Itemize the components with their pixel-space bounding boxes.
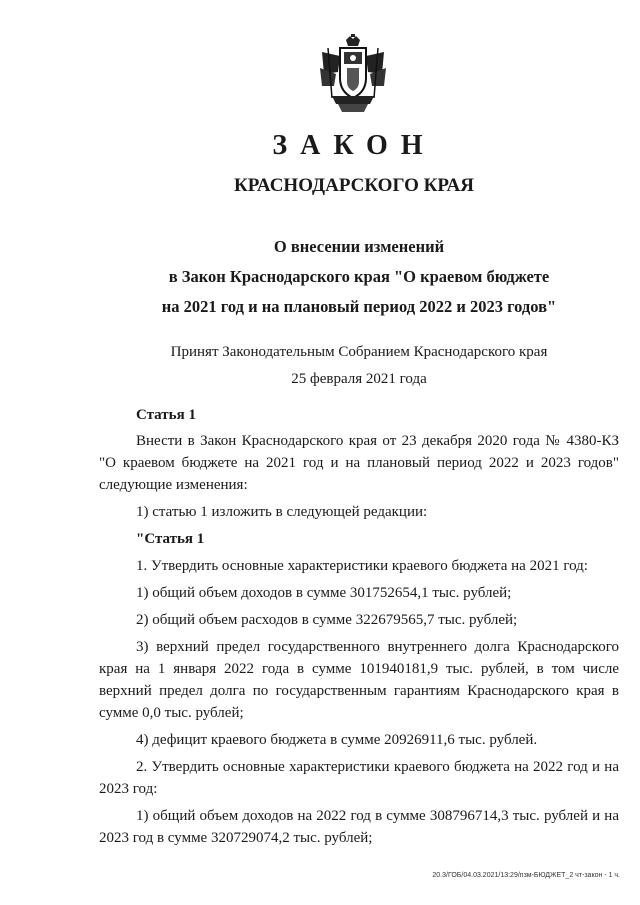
subject-line: О внесении изменений: [273, 237, 445, 256]
paragraph: 4) дефицит краевого бюджета в сумме 20926911,6 тыс. рублей.: [136, 732, 538, 748]
quoted-article-heading: "Статья 1: [136, 531, 205, 547]
adoption-line: Принят Законодательным Собранием Краснодарского края: [170, 344, 548, 360]
article-heading: Статья 1: [136, 407, 196, 423]
paragraph: 1) общий объем доходов на 2022 год в сумме 308796714,3 тыс. рублей и на 2023 год в сумме 320729074,2 тыс. рублей;: [99, 808, 619, 846]
paragraph: 2) общий объем расходов в сумме 322679565,7 тыс. рублей;: [136, 612, 518, 628]
paragraph: Внести в Закон Краснодарского края от 23 декабря 2020 года № 4380-КЗ "О краевом бюджете на 2021 год и на плановый период 2022 и 2023 годов" следующие изменения:: [99, 433, 619, 493]
document-footer-code: 20.3/ГОБ/04.03.2021/13:29/пзм-БЮДЖЕТ_2 чт-закон - 1 ч.: [432, 872, 620, 879]
subject-line: в Закон Краснодарского края "О краевом бюджете: [168, 267, 550, 286]
law-subject: [140, 232, 578, 322]
subject-line: на 2021 год и на плановый период 2022 и 2023 годов": [161, 297, 557, 316]
article-body: [99, 430, 619, 854]
paragraph: 1) общий объем доходов в сумме 301752654,1 тыс. рублей;: [136, 585, 512, 601]
paragraph: 1) статью 1 изложить в следующей редакции:: [136, 504, 428, 520]
adoption-date: 25 февраля 2021 года: [291, 371, 427, 387]
coat-of-arms-icon: [318, 34, 388, 114]
adoption-info: [140, 339, 578, 393]
paragraph: 1. Утвердить основные характеристики краевого бюджета на 2021 год:: [136, 558, 588, 574]
law-title: ЗАКОН: [272, 130, 436, 161]
region-title: КРАСНОДАРСКОГО КРАЯ: [233, 175, 475, 196]
paragraph: 2. Утвердить основные характеристики краевого бюджета на 2022 год и на 2023 год:: [99, 759, 619, 797]
paragraph: 3) верхний предел государственного внутреннего долга Краснодарского края на 1 января 2022 года в сумме 101940181,9 тыс. рублей, в том числе верхний предел долга по государственным гарантиям Краснодарского края в сумме 0,0 тыс. рублей;: [99, 639, 619, 721]
